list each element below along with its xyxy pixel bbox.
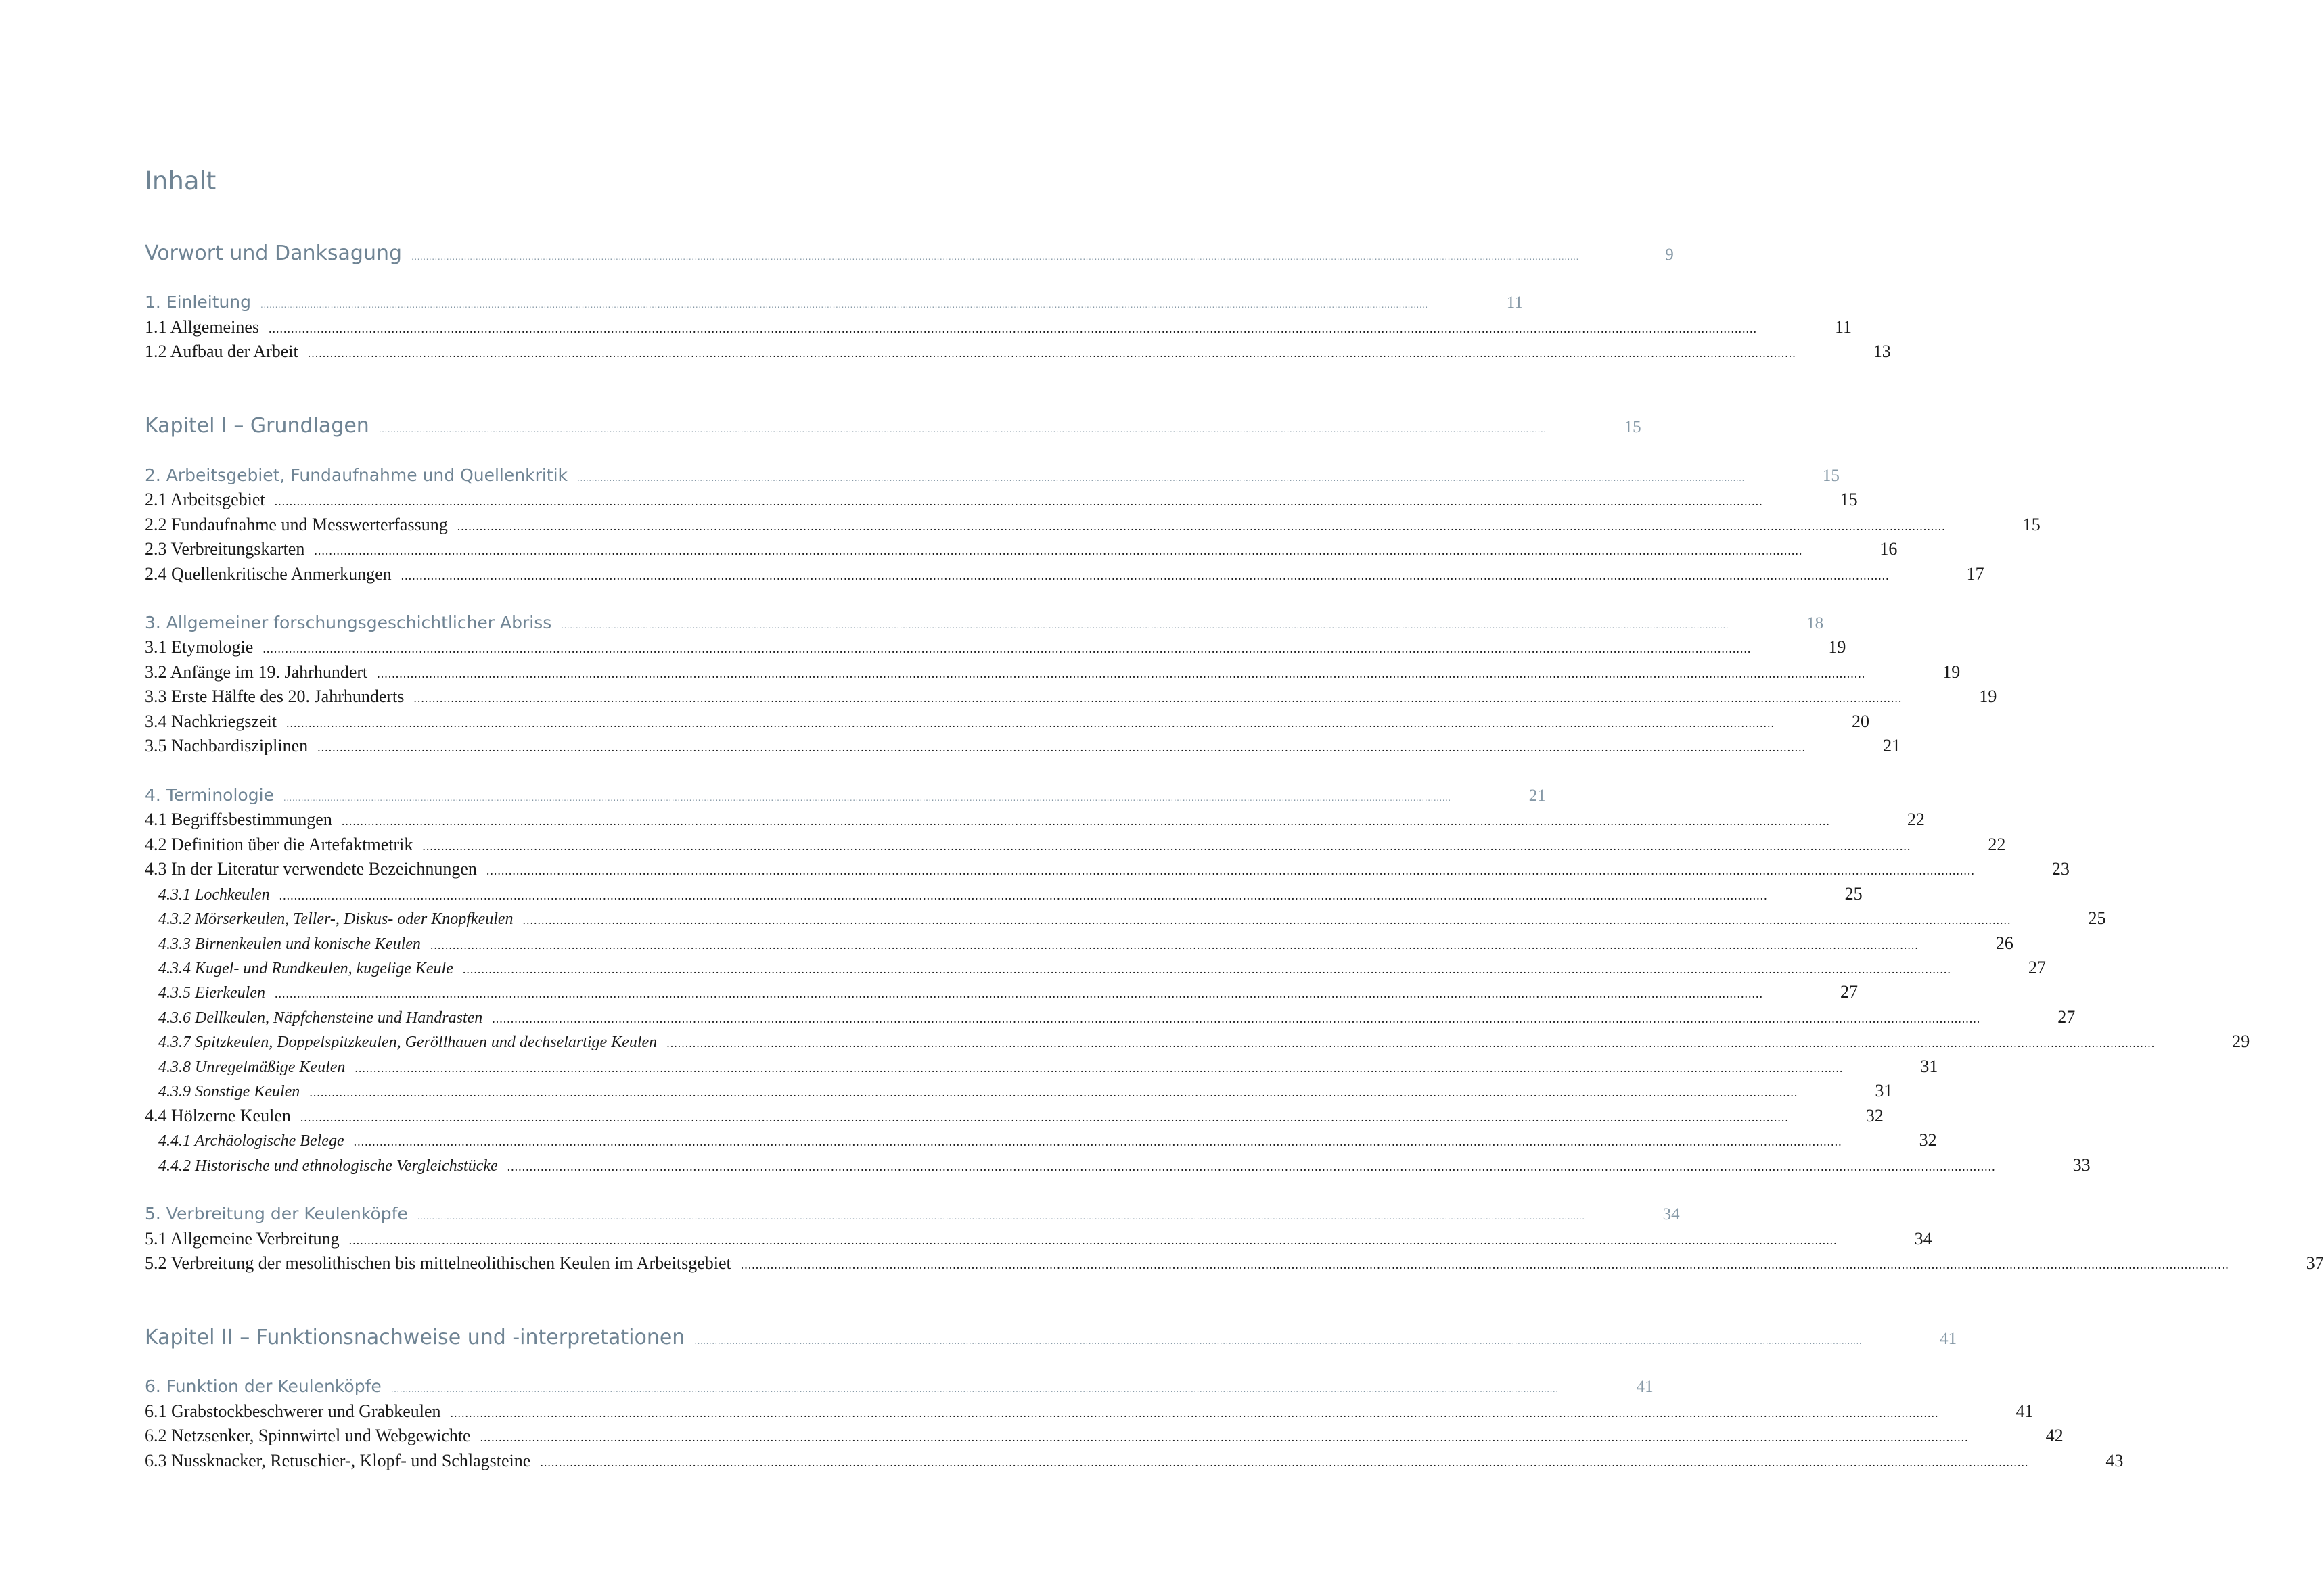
toc-entry-page-number: 15 — [2022, 515, 2041, 534]
dot-leader: ................................................................................................................................................................................................................................................................................................................................................................................................................ — [457, 519, 1946, 533]
toc-entry-sub[interactable] — [145, 1106, 1884, 1126]
toc-entry-sub[interactable] — [145, 662, 1961, 682]
toc-entry-kapitel[interactable] — [145, 241, 1674, 265]
toc-entry-title: 4.4.2 Historische und ethnologische Vergleichstücke — [158, 1157, 498, 1175]
toc-entry-sub[interactable] — [145, 539, 1898, 559]
toc-entry-sub[interactable] — [145, 712, 1869, 732]
toc-entry-title: Kapitel I – Grundlagen — [145, 414, 369, 438]
toc-entry-page-number: 31 — [1920, 1056, 1938, 1076]
toc-entry-page-number: 19 — [1828, 637, 1846, 657]
toc-entry-subsub[interactable] — [145, 1155, 2091, 1176]
toc-entry-page-number: 15 — [1840, 490, 1858, 509]
dot-leader: ................................................................................................................................................................................................................................................................................................................................................................................................................ — [378, 425, 1547, 434]
toc-entry-title: 2.4 Quellenkritische Anmerkungen — [145, 564, 392, 584]
toc-entry-page-number: 19 — [1942, 662, 1961, 682]
dot-leader: ................................................................................................................................................................................................................................................................................................................................................................................................................ — [300, 1111, 1789, 1124]
toc-entry-sub[interactable] — [145, 1426, 2064, 1446]
toc-entry-title: 4.3.4 Kugel- und Rundkeulen, kugelige Keule — [158, 960, 453, 977]
toc-entry-page-number: 32 — [1865, 1106, 1884, 1125]
toc-entry-subsub[interactable] — [145, 884, 1863, 904]
toc-entry-page-number: 27 — [1840, 982, 1858, 1002]
toc-entry-title: 5. Verbreitung der Keulenköpfe — [145, 1204, 408, 1224]
toc-entry-title: 6.1 Grabstockbeschwerer und Grabkeulen — [145, 1401, 441, 1421]
toc-entry-sub[interactable] — [145, 1451, 2124, 1471]
dot-leader: ................................................................................................................................................................................................................................................................................................................................................................................................................ — [283, 793, 1451, 803]
toc-entry-page-number: 42 — [2045, 1426, 2064, 1445]
toc-entry-page-number: 31 — [1875, 1081, 1893, 1100]
toc-entry-title: 4.1 Begriffsbestimmungen — [145, 810, 332, 829]
toc-entry-page-number: 11 — [1506, 294, 1523, 312]
toc-entry-sub[interactable] — [145, 687, 1997, 707]
toc-entry-section[interactable] — [145, 785, 1546, 806]
dot-leader: ................................................................................................................................................................................................................................................................................................................................................................................................................ — [268, 322, 1757, 335]
toc-entry-sub[interactable] — [145, 859, 2070, 879]
toc-entry-title: 2. Arbeitsgebiet, Fundaufnahme und Quellenkritik — [145, 465, 568, 485]
toc-entry-page-number: 18 — [1806, 614, 1824, 632]
dot-leader: ................................................................................................................................................................................................................................................................................................................................................................................................................ — [492, 1012, 1981, 1025]
toc-entry-page-number: 21 — [1883, 736, 1901, 755]
toc-entry-sub[interactable] — [145, 1229, 1932, 1249]
dot-leader: ................................................................................................................................................................................................................................................................................................................................................................................................................ — [286, 716, 1775, 730]
dot-leader: ................................................................................................................................................................................................................................................................................................................................................................................................................ — [413, 691, 1903, 705]
toc-entry-section[interactable] — [145, 613, 1824, 633]
toc-entry-page-number: 20 — [1851, 712, 1869, 731]
dot-leader: ................................................................................................................................................................................................................................................................................................................................................................................................................ — [450, 1406, 1939, 1420]
toc-entry-page-number: 33 — [2072, 1155, 2091, 1175]
toc-entry-title: 4.2 Definition über die Artefaktmetrik — [145, 835, 413, 854]
toc-entry-title: 6.2 Netzsenker, Spinnwirtel und Webgewichte — [145, 1426, 471, 1445]
toc-entry-title: 3.2 Anfänge im 19. Jahrhundert — [145, 662, 368, 682]
toc-entry-subsub[interactable] — [145, 1130, 1937, 1150]
toc-entry-page-number: 32 — [1919, 1130, 1937, 1150]
toc-entry-section[interactable] — [145, 1204, 1680, 1224]
toc-entry-page-number: 27 — [2028, 958, 2046, 977]
toc-entry-subsub[interactable] — [145, 1056, 1938, 1077]
toc-entry-title: 4.3 In der Literatur verwendete Bezeichnungen — [145, 859, 477, 879]
toc-entry-page-number: 21 — [1528, 787, 1546, 805]
toc-entry-sub[interactable] — [145, 637, 1846, 657]
toc-entry-title: 2.1 Arbeitsgebiet — [145, 490, 265, 509]
toc-entry-title: 5.1 Allgemeine Verbreitung — [145, 1229, 340, 1249]
toc-entry-title: 3.3 Erste Hälfte des 20. Jahrhunderts — [145, 687, 405, 706]
toc-entry-page-number: 26 — [1995, 933, 2013, 953]
toc-entry-title: 4.4.1 Archäologische Belege — [158, 1132, 344, 1150]
toc-entry-sub[interactable] — [145, 1401, 2034, 1422]
toc-entry-page-number: 41 — [1636, 1378, 1654, 1396]
toc-entry-title: Vorwort und Danksagung — [145, 241, 403, 265]
toc-entry-page-number: 34 — [1914, 1229, 1932, 1249]
toc-entry-page-number: 19 — [1979, 687, 1997, 706]
toc-entry-page-number: 23 — [2051, 859, 2070, 879]
toc-entry-page-number: 11 — [1834, 317, 1852, 337]
toc-entry-page-number: 15 — [1624, 418, 1641, 436]
toc-entry-page-number: 41 — [2015, 1401, 2034, 1421]
toc-entry-page-number: 22 — [1907, 810, 1925, 829]
dot-leader: ................................................................................................................................................................................................................................................................................................................................................................................................................ — [314, 544, 1803, 557]
toc-entry-page-number: 25 — [1844, 884, 1863, 904]
toc-entry-sub[interactable] — [145, 317, 1852, 338]
toc-entry-subsub[interactable] — [145, 933, 2013, 954]
toc-entry-title: 1.2 Aufbau der Arbeit — [145, 342, 298, 361]
toc-entry-sub[interactable] — [145, 810, 1925, 830]
toc-entry-title: 3.5 Nachbardisziplinen — [145, 736, 309, 755]
dot-leader: ................................................................................................................................................................................................................................................................................................................................................................................................................ — [317, 741, 1806, 754]
dot-leader: ................................................................................................................................................................................................................................................................................................................................................................................................................ — [341, 814, 1830, 828]
toc-entry-page-number: 25 — [2088, 908, 2106, 928]
dot-leader: ................................................................................................................................................................................................................................................................................................................................................................................................................ — [462, 962, 1951, 976]
dot-leader: ................................................................................................................................................................................................................................................................................................................................................................................................................ — [377, 667, 1866, 680]
toc-entry-kapitel[interactable] — [145, 1326, 1957, 1349]
dot-leader: ................................................................................................................................................................................................................................................................................................................................................................................................................ — [263, 642, 1752, 655]
dot-leader: ................................................................................................................................................................................................................................................................................................................................................................................................................ — [422, 839, 1911, 853]
dot-leader: ................................................................................................................................................................................................................................................................................................................................................................................................................ — [522, 913, 2011, 927]
dot-leader: ................................................................................................................................................................................................................................................................................................................................................................................................................ — [486, 864, 1975, 877]
dot-leader: ................................................................................................................................................................................................................................................................................................................................................................................................................ — [390, 1385, 1559, 1394]
toc-entry-title: 4.3.9 Sonstige Keulen — [158, 1083, 300, 1100]
toc-entry-title: Kapitel II – Funktionsnachweise und -interpretationen — [145, 1326, 685, 1349]
toc-entry-page-number: 22 — [1988, 835, 2006, 854]
toc-entry-page-number: 41 — [1940, 1330, 1957, 1348]
toc-entry-title: 2.2 Fundaufnahme und Messwerterfassung — [145, 515, 448, 534]
dot-leader: ................................................................................................................................................................................................................................................................................................................................................................................................................ — [309, 1086, 1798, 1099]
dot-leader: ................................................................................................................................................................................................................................................................................................................................................................................................................ — [694, 1336, 1863, 1346]
toc-entry-title: 3.4 Nachkriegszeit — [145, 712, 277, 731]
toc-entry-sub[interactable] — [145, 515, 2041, 535]
dot-leader: ................................................................................................................................................................................................................................................................................................................................................................................................................ — [540, 1456, 2029, 1469]
toc-entry-page-number: 34 — [1662, 1205, 1680, 1224]
toc-entry-section[interactable] — [145, 292, 1523, 312]
toc-entry-title: 4.3.5 Eierkeulen — [158, 984, 265, 1002]
toc-entry-title: 2.3 Verbreitungskarten — [145, 539, 305, 559]
toc-entry-subsub[interactable] — [145, 908, 2106, 929]
toc-entry-page-number: 15 — [1822, 467, 1840, 485]
toc-entry-page-number: 17 — [1966, 564, 1984, 584]
toc-entry-page-number: 37 — [2306, 1253, 2324, 1273]
dot-leader: ................................................................................................................................................................................................................................................................................................................................................................................................................ — [348, 1234, 1838, 1247]
dot-leader: ................................................................................................................................................................................................................................................................................................................................................................................................................ — [507, 1160, 1996, 1173]
toc-entry-title: 6.3 Nussknacker, Retuschier-, Klopf- und Schlagsteine — [145, 1451, 531, 1470]
toc-entry-title: 6. Funktion der Keulenköpfe — [145, 1376, 382, 1396]
dot-leader: ................................................................................................................................................................................................................................................................................................................................................................................................................ — [411, 252, 1579, 262]
toc-entry-subsub[interactable] — [145, 958, 2046, 978]
toc-entry-title: 4.3.2 Mörserkeulen, Teller-, Diskus- oder Knopfkeulen — [158, 910, 514, 928]
toc-entry-title: 4. Terminologie — [145, 785, 274, 805]
toc-entry-title: 4.3.7 Spitzkeulen, Doppelspitzkeulen, Geröllhauen und dechselartige Keulen — [158, 1033, 658, 1051]
dot-leader: ................................................................................................................................................................................................................................................................................................................................................................................................................ — [279, 889, 1768, 902]
dot-leader: ................................................................................................................................................................................................................................................................................................................................................................................................................ — [274, 987, 1763, 1000]
toc-entry-section[interactable] — [145, 465, 1840, 486]
toc-entry-section[interactable] — [145, 1376, 1654, 1397]
toc-entry-title: 4.3.8 Unregelmäßige Keulen — [158, 1058, 346, 1076]
dot-leader: ................................................................................................................................................................................................................................................................................................................................................................................................................ — [401, 569, 1890, 582]
toc-entry-title: 4.4 Hölzerne Keulen — [145, 1106, 291, 1125]
toc-entry-page-number: 29 — [2232, 1031, 2250, 1051]
toc-entry-page-number: 43 — [2105, 1451, 2124, 1470]
dot-leader: ................................................................................................................................................................................................................................................................................................................................................................................................................ — [417, 1212, 1585, 1222]
toc-entry-title: 3.1 Etymologie — [145, 637, 254, 657]
toc-entry-title: 4.3.1 Lochkeulen — [158, 886, 270, 904]
toc-entry-title: 4.3.6 Dellkeulen, Näpfchensteine und Handrasten — [158, 1009, 483, 1027]
toc-entry-sub[interactable] — [145, 736, 1901, 756]
dot-leader: ................................................................................................................................................................................................................................................................................................................................................................................................................ — [260, 300, 1428, 310]
toc-entry-subsub[interactable] — [145, 982, 1858, 1002]
toc-entry-page-number: 13 — [1873, 342, 1891, 361]
toc-entry-sub[interactable] — [145, 490, 1858, 510]
dot-leader: ................................................................................................................................................................................................................................................................................................................................................................................................................ — [355, 1061, 1844, 1075]
toc-entry-title: 4.3.3 Birnenkeulen und konische Keulen — [158, 935, 421, 953]
toc-entry-kapitel[interactable] — [145, 414, 1641, 438]
dot-leader: ................................................................................................................................................................................................................................................................................................................................................................................................................ — [740, 1258, 2229, 1272]
dot-leader: ................................................................................................................................................................................................................................................................................................................................................................................................................ — [307, 346, 1796, 360]
toc-entry-page-number: 16 — [1879, 539, 1898, 559]
dot-leader: ................................................................................................................................................................................................................................................................................................................................................................................................................ — [561, 621, 1729, 630]
toc-entry-sub[interactable] — [145, 1253, 2324, 1274]
dot-leader: ................................................................................................................................................................................................................................................................................................................................................................................................................ — [353, 1135, 1842, 1148]
dot-leader: ................................................................................................................................................................................................................................................................................................................................................................................................................ — [577, 473, 1745, 483]
dot-leader: ................................................................................................................................................................................................................................................................................................................................................................................................................ — [666, 1036, 2156, 1050]
toc-entry-subsub[interactable] — [145, 1081, 1893, 1101]
toc-entry-page-number: 27 — [2057, 1007, 2076, 1027]
toc-entry-sub[interactable] — [145, 835, 2006, 855]
toc-entry-subsub[interactable] — [145, 1007, 2076, 1027]
toc-entry-title: 3. Allgemeiner forschungsgeschichtlicher Abriss — [145, 613, 552, 632]
dot-leader: ................................................................................................................................................................................................................................................................................................................................................................................................................ — [274, 494, 1763, 508]
dot-leader: ................................................................................................................................................................................................................................................................................................................................................................................................................ — [480, 1430, 1969, 1444]
toc-entry-title: 5.2 Verbreitung der mesolithischen bis mittelneolithischen Keulen im Arbeitsgebiet — [145, 1253, 731, 1273]
toc-entry-page-number: 9 — [1665, 246, 1674, 264]
page-title: Inhalt — [145, 166, 217, 195]
toc-entry-sub[interactable] — [145, 342, 1891, 362]
toc-entry-title: 1.1 Allgemeines — [145, 317, 259, 337]
toc-entry-subsub[interactable] — [145, 1031, 2250, 1052]
dot-leader: ................................................................................................................................................................................................................................................................................................................................................................................................................ — [430, 938, 1919, 952]
toc-entry-title: 1. Einleitung — [145, 292, 252, 312]
toc-entry-sub[interactable] — [145, 564, 1984, 584]
